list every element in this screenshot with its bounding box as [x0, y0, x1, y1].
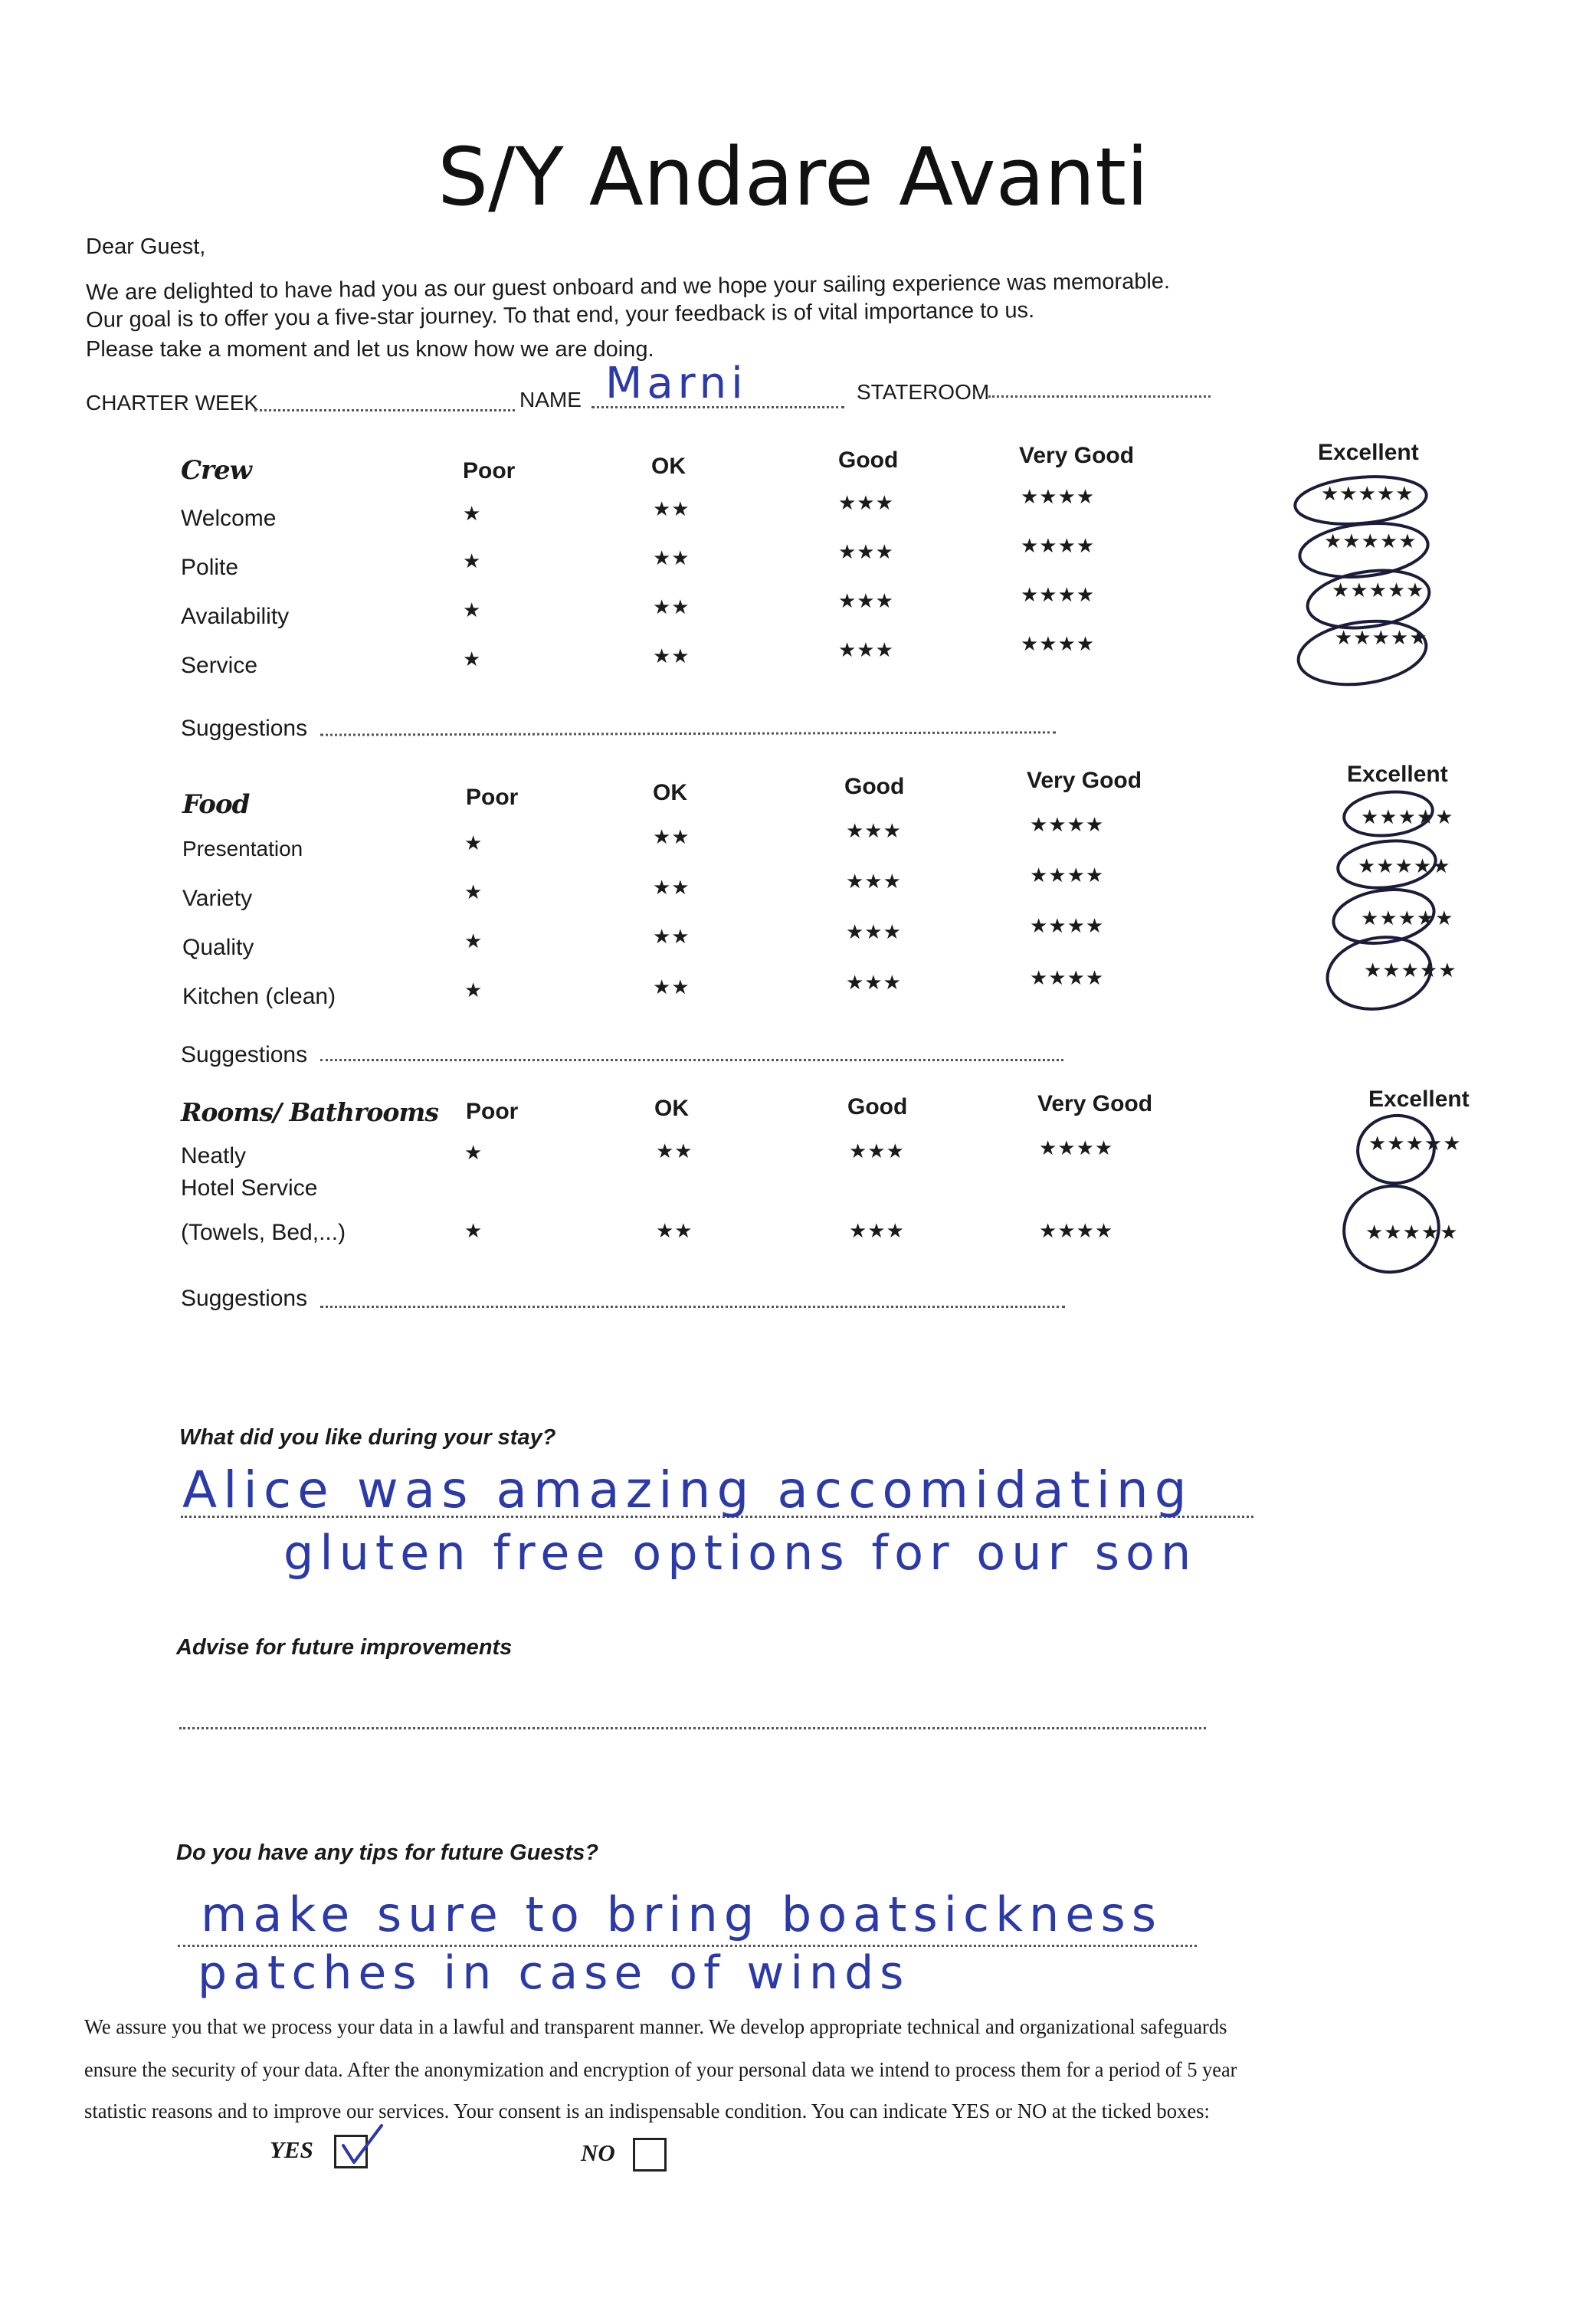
crew-suggestions-field[interactable] — [320, 731, 1056, 736]
improvements-question-label: Advise for future improvements — [176, 1635, 513, 1660]
rating-stars-excellent[interactable]: ★★★★★ — [1368, 1132, 1462, 1155]
rooms-section-title: Rooms/ Bathrooms — [181, 1097, 438, 1127]
rating-stars-good[interactable]: ★★★ — [838, 492, 894, 515]
crew-col-poor: Poor — [463, 458, 516, 483]
rating-stars-good[interactable]: ★★★ — [849, 1220, 905, 1243]
liked-answer-line-1: Alice was amazing accomidating — [182, 1460, 1193, 1519]
rooms-col-ok: OK — [654, 1096, 689, 1121]
rooms-suggestions-label: Suggestions — [181, 1286, 308, 1311]
charter-week-field[interactable] — [254, 409, 515, 411]
crew-row-label: Availability — [181, 604, 290, 629]
crew-col-very-good: Very Good — [1019, 443, 1135, 468]
intro-line-1: We are delighted to have had you as our guest onboard and we hope your sailing experience was memorable. — [86, 269, 1171, 305]
rating-stars-excellent[interactable]: ★★★★★ — [1321, 483, 1414, 506]
consent-line-1: We assure you that we process your data in a lawful and transparent manner. We develop appropriate technical and organizational safeguards — [84, 2015, 1227, 2038]
rooms-col-very-good: Very Good — [1037, 1091, 1153, 1116]
rating-stars-poor[interactable]: ★ — [463, 550, 482, 573]
form-title: S/Y Andare Avanti — [437, 130, 1149, 224]
rating-stars-ok[interactable]: ★★ — [653, 926, 690, 949]
rating-stars-good[interactable]: ★★★ — [846, 820, 902, 843]
food-section-title: Food — [182, 789, 250, 820]
rooms-col-poor: Poor — [466, 1099, 519, 1124]
rating-stars-very-good[interactable]: ★★★★ — [1030, 864, 1105, 887]
stateroom-field[interactable] — [988, 395, 1211, 398]
food-col-excellent: Excellent — [1347, 762, 1448, 787]
rating-stars-excellent[interactable]: ★★★★★ — [1324, 530, 1417, 553]
consent-line-3: statistic reasons and to improve our services. Your consent is an indispensable condition. You can indicate YES or NO at the ticked boxes: — [84, 2099, 1210, 2122]
rating-stars-excellent[interactable]: ★★★★★ — [1365, 1221, 1459, 1244]
intro-line-2: Our goal is to offer you a five-star journey. To that end, your feedback is of vital importance to us. — [86, 298, 1035, 333]
rating-stars-ok[interactable]: ★★ — [653, 547, 690, 570]
rooms-col-good: Good — [847, 1094, 908, 1119]
stateroom-label: STATEROOM — [857, 380, 990, 404]
rating-stars-very-good[interactable]: ★★★★ — [1030, 915, 1105, 938]
rating-stars-ok[interactable]: ★★ — [653, 498, 690, 521]
rooms-row-label: Neatly — [181, 1143, 247, 1169]
yes-label: YES — [270, 2136, 313, 2163]
rating-stars-poor[interactable]: ★ — [463, 503, 482, 526]
food-col-good: Good — [844, 774, 905, 799]
food-row-label: Presentation — [182, 837, 303, 860]
rooms-suggestions-field[interactable] — [320, 1306, 1065, 1308]
rating-stars-very-good[interactable]: ★★★★ — [1021, 486, 1096, 509]
food-suggestions-label: Suggestions — [181, 1042, 308, 1067]
rating-stars-ok[interactable]: ★★ — [653, 645, 690, 668]
rating-stars-good[interactable]: ★★★ — [838, 590, 894, 613]
food-row-label: Variety — [182, 886, 253, 911]
rating-stars-ok[interactable]: ★★ — [653, 976, 690, 999]
crew-col-good: Good — [838, 447, 899, 473]
rating-stars-poor[interactable]: ★ — [464, 979, 483, 1002]
crew-col-ok: OK — [651, 454, 686, 479]
rating-stars-poor[interactable]: ★ — [464, 930, 483, 953]
charter-week-label: CHARTER WEEK — [86, 391, 259, 415]
rating-stars-good[interactable]: ★★★ — [846, 972, 902, 995]
yes-checkbox[interactable] — [334, 2135, 368, 2168]
rooms-row-label: Hotel Service — [181, 1175, 318, 1201]
crew-row-label: Polite — [181, 555, 239, 580]
rating-stars-ok[interactable]: ★★ — [653, 596, 690, 619]
intro-line-3: Please take a moment and let us know how we are doing. — [86, 337, 654, 362]
rating-stars-ok[interactable]: ★★ — [653, 877, 690, 900]
improvements-answer-field[interactable] — [179, 1727, 1206, 1729]
food-row-label: Kitchen (clean) — [182, 984, 336, 1009]
rating-stars-poor[interactable]: ★ — [464, 832, 483, 855]
rating-stars-poor[interactable]: ★ — [463, 599, 482, 622]
food-col-ok: OK — [653, 780, 687, 805]
rating-stars-good[interactable]: ★★★ — [838, 541, 894, 564]
food-col-poor: Poor — [466, 785, 519, 810]
name-label: NAME — [519, 388, 582, 411]
crew-section-title: Crew — [181, 455, 251, 486]
rating-stars-ok[interactable]: ★★ — [656, 1140, 693, 1163]
rating-stars-very-good[interactable]: ★★★★ — [1021, 584, 1096, 607]
no-label: NO — [581, 2139, 615, 2166]
rating-stars-very-good[interactable]: ★★★★ — [1030, 967, 1105, 990]
crew-row-label: Service — [181, 653, 258, 678]
tips-question-label: Do you have any tips for future Guests? — [176, 1841, 599, 1865]
rooms-col-excellent: Excellent — [1368, 1087, 1470, 1112]
rating-stars-good[interactable]: ★★★ — [838, 639, 894, 662]
crew-col-excellent: Excellent — [1318, 440, 1419, 465]
excellent-circle — [1294, 614, 1430, 693]
rating-stars-very-good[interactable]: ★★★★ — [1030, 814, 1105, 837]
rating-stars-poor[interactable]: ★ — [464, 881, 483, 904]
no-checkbox[interactable] — [633, 2138, 667, 2172]
rating-stars-good[interactable]: ★★★ — [846, 870, 902, 893]
rating-stars-very-good[interactable]: ★★★★ — [1021, 633, 1096, 656]
rating-stars-ok[interactable]: ★★ — [653, 826, 690, 849]
rating-stars-ok[interactable]: ★★ — [656, 1220, 693, 1243]
rating-stars-very-good[interactable]: ★★★★ — [1021, 535, 1096, 558]
rating-stars-poor[interactable]: ★ — [464, 1220, 483, 1243]
rating-stars-excellent[interactable]: ★★★★★ — [1332, 579, 1425, 602]
rating-stars-excellent[interactable]: ★★★★★ — [1361, 806, 1454, 829]
tips-answer-line-1: make sure to bring boatsickness — [201, 1886, 1163, 1942]
rating-stars-excellent[interactable]: ★★★★★ — [1335, 627, 1428, 650]
rating-stars-excellent[interactable]: ★★★★★ — [1358, 855, 1451, 878]
liked-answer-line-2: gluten free options for our son — [283, 1525, 1198, 1581]
rating-stars-good[interactable]: ★★★ — [849, 1140, 905, 1163]
rooms-row-label: (Towels, Bed,...) — [181, 1220, 346, 1245]
rating-stars-very-good[interactable]: ★★★★ — [1039, 1220, 1114, 1243]
name-value: Marni — [605, 359, 748, 408]
food-row-label: Quality — [182, 935, 254, 960]
rating-stars-excellent[interactable]: ★★★★★ — [1361, 907, 1454, 930]
rating-stars-poor[interactable]: ★ — [464, 1142, 483, 1165]
crew-suggestions-label: Suggestions — [181, 716, 308, 741]
consent-line-2: ensure the security of your data. After the anonymization and encryption of your personal data we intend to process them for a period of 5 year — [84, 2058, 1237, 2081]
rating-stars-very-good[interactable]: ★★★★ — [1039, 1137, 1114, 1160]
greeting: Dear Guest, — [86, 234, 206, 259]
food-col-very-good: Very Good — [1027, 768, 1142, 793]
rating-stars-excellent[interactable]: ★★★★★ — [1364, 959, 1457, 982]
rating-stars-poor[interactable]: ★ — [463, 648, 482, 671]
crew-row-label: Welcome — [181, 506, 277, 531]
liked-question-label: What did you like during your stay? — [179, 1425, 556, 1450]
food-suggestions-field[interactable] — [320, 1059, 1063, 1061]
rating-stars-good[interactable]: ★★★ — [846, 921, 902, 944]
tips-answer-line-2: patches in case of winds — [198, 1946, 910, 2000]
